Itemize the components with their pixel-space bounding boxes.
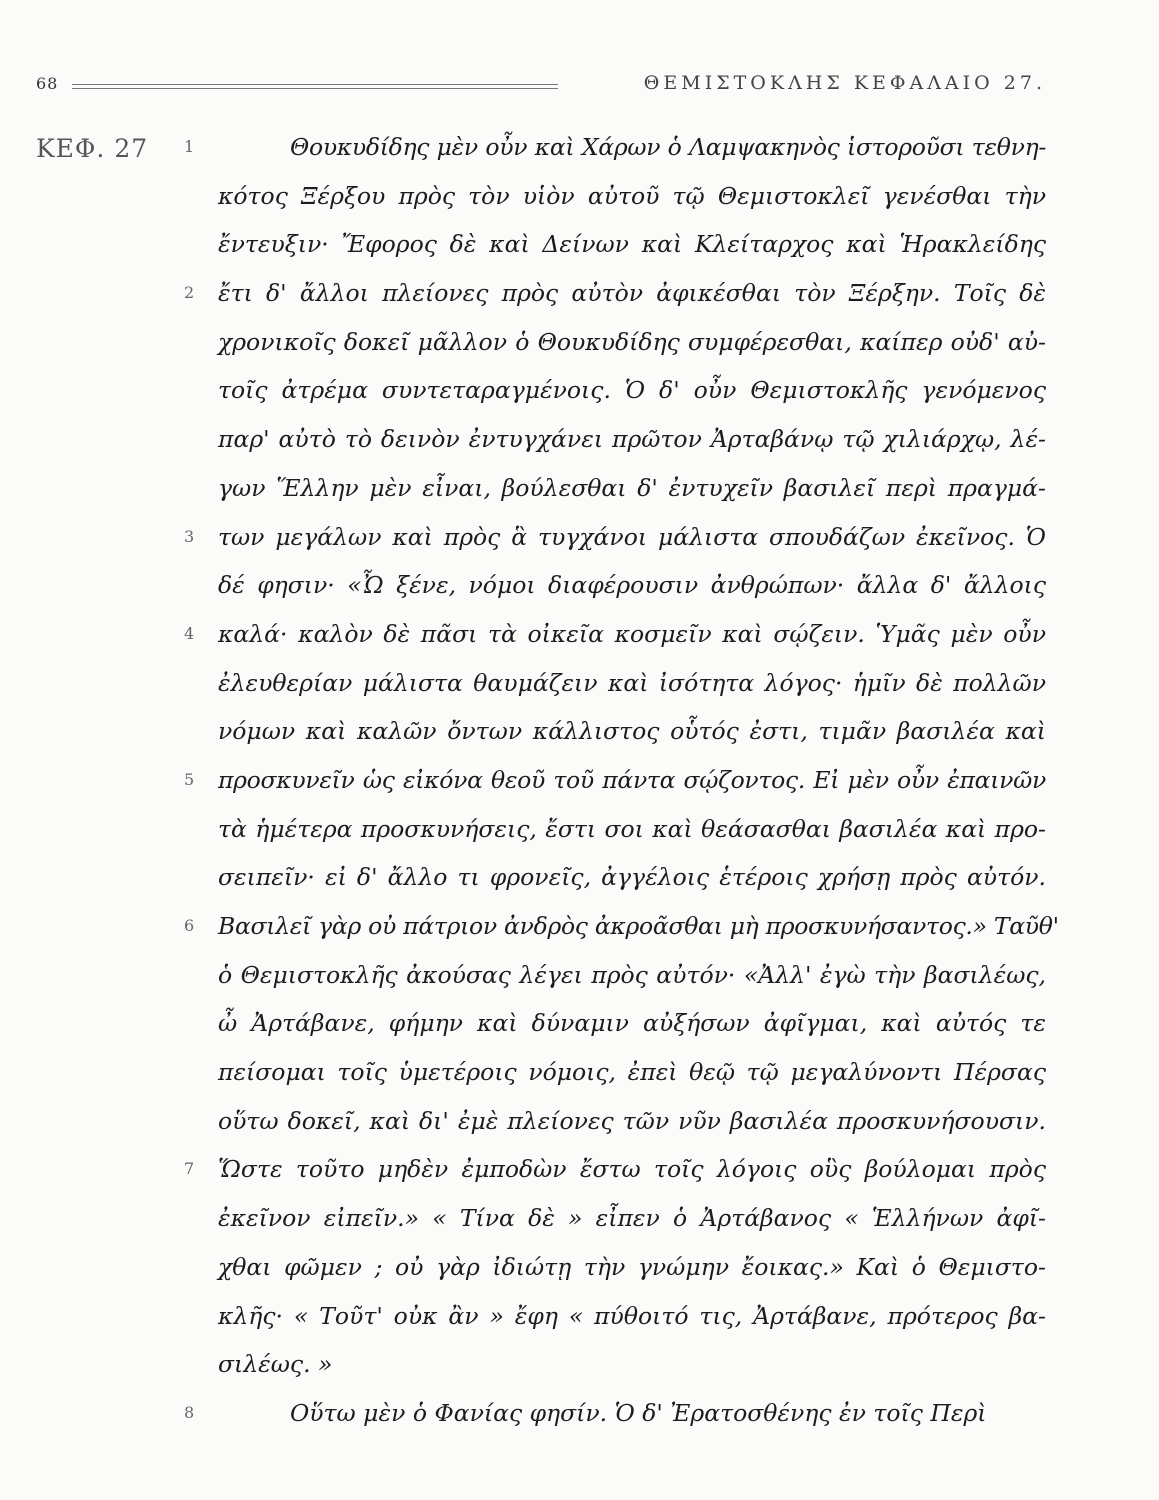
text-line: [218, 318, 1046, 367]
text-line: [218, 172, 1046, 221]
line-text: δέ φησιν· «Ὦ ξένε, νόμοι διαφέρουσιν ἀνθρώπων· ἄλλα δ' ἄλλοις: [218, 571, 1046, 600]
line-text: σειπεῖν· εἰ δ' ἄλλο τι φρονεῖς, ἀγγέλοις ἑτέροις χρήσῃ πρὸς αὐτόν.: [218, 863, 1046, 892]
line-text: ὁ Θεμιστοκλῆς ἀκούσας λέγει πρὸς αὐτόν· «Ἀλλ' ἐγὼ τὴν βασιλέως,: [218, 960, 1046, 989]
line-text: τοῖς ἀτρέμα συντεταραγμένοις. Ὁ δ' οὖν Θεμιστοκλῆς γενόμενος: [218, 376, 1046, 405]
text-line: [218, 415, 1046, 464]
text-line: [218, 707, 1046, 756]
text-line: [218, 1097, 1046, 1146]
running-title: ΘΕΜΙΣΤΟΚΛΗΣ ΚΕΦΑΛΑΙΟ 27.: [643, 72, 1046, 94]
line-text: ὦ Ἀρτάβανε, φήμην καὶ δύναμιν αὐξήσων ἀφῖγμαι, καὶ αὐτός τε: [218, 1009, 1046, 1038]
line-text: ἐκεῖνον εἰπεῖν.» « Τίνα δὲ » εἶπεν ὁ Ἀρτάβανος « Ἑλλήνων ἀφῖ-: [218, 1204, 1046, 1233]
line-text: κλῆς· « Τοῦτ' οὐκ ἂν » ἔφη « πύθοιτό τις, Ἀρτάβανε, πρότερος βα-: [218, 1301, 1046, 1330]
section-number: 2: [184, 283, 195, 303]
text-line: [218, 561, 1046, 610]
line-text: οὕτω δοκεῖ, καὶ δι' ἐμὲ πλείονες τῶν νῦν βασιλέα προσκυνήσουσιν.: [218, 1106, 1046, 1135]
section-number: 4: [184, 623, 195, 643]
text-line: [218, 659, 1046, 708]
line-text: ἔτι δ' ἄλλοι πλείονες πρὸς αὐτὸν ἀφικέσθαι τὸν Ξέρξην. Τοῖς δὲ: [218, 279, 1046, 308]
section-number: 3: [184, 526, 195, 546]
text-line: [218, 999, 1046, 1048]
page-number: 68: [36, 74, 59, 93]
line-text: Οὕτω μὲν ὁ Φανίας φησίν. Ὁ δ' Ἐρατοσθένης ἐν τοῖς Περὶ: [290, 1398, 987, 1427]
line-text: σιλέως. »: [218, 1350, 333, 1379]
text-line: [218, 366, 1046, 415]
text-line: [218, 1292, 1046, 1341]
line-text: γων Ἕλλην μὲν εἶναι, βούλεσθαι δ' ἐντυχεῖν βασιλεῖ περὶ πραγμά-: [218, 473, 1046, 502]
text-line: [218, 220, 1046, 269]
section-number: 1: [184, 137, 194, 156]
text-line: [218, 464, 1046, 513]
text-line: [218, 1243, 1046, 1292]
section-number: 8: [184, 1402, 195, 1422]
text-line: [218, 805, 1046, 854]
line-text: πείσομαι τοῖς ὑμετέροις νόμοις, ἐπεὶ θεῷ τῷ μεγαλύνοντι Πέρσας: [218, 1058, 1046, 1087]
section-number: 5: [184, 769, 194, 789]
text-line: [184, 123, 1046, 172]
chapter-label: ΚΕΦ. 27: [36, 134, 149, 163]
line-text: χρονικοῖς δοκεῖ μᾶλλον ὁ Θουκυδίδης συμφέρεσθαι, καίπερ οὐδ' αὐ-: [218, 327, 1046, 356]
text-line: [184, 1145, 1046, 1194]
text-line: [218, 1340, 1046, 1389]
text-line: [218, 853, 1046, 902]
text-line: [184, 513, 1046, 562]
page-header: [36, 74, 1046, 102]
line-text: παρ' αὐτὸ τὸ δεινὸν ἐντυγχάνει πρῶτον Ἀρταβάνῳ τῷ χιλιάρχῳ, λέ-: [218, 425, 1046, 454]
line-text: Βασιλεῖ γὰρ οὐ πάτριον ἀνδρὸς ἀκροᾶσθαι μὴ προσκυνήσαντος.» Ταῦθ': [218, 912, 1059, 940]
line-text: νόμων καὶ καλῶν ὄντων κάλλιστος οὗτός ἐστι, τιμᾶν βασιλέα καὶ: [218, 717, 1046, 746]
line-text: ἔντευξιν· Ἔφορος δὲ καὶ Δείνων καὶ Κλείταρχος καὶ Ἡρακλείδης: [218, 230, 1046, 259]
line-text: τὰ ἡμέτερα προσκυνήσεις, ἔστι σοι καὶ θεάσασθαι βασιλέα καὶ προ-: [218, 814, 1046, 843]
line-text: κότος Ξέρξου πρὸς τὸν υἱὸν αὐτοῦ τῷ Θεμιστοκλεῖ γενέσθαι τὴν: [218, 181, 1046, 210]
header-rule: [72, 84, 558, 89]
text-line: [184, 902, 1059, 951]
text-line: [218, 1048, 1046, 1097]
text-line: [184, 1389, 1046, 1438]
line-text: Θουκυδίδης μὲν οὖν καὶ Χάρων ὁ Λαμψακηνὸς ἱστοροῦσι τεθνη-: [290, 133, 1046, 161]
body-text: [184, 123, 1059, 1438]
line-text: των μεγάλων καὶ πρὸς ἃ τυγχάνοι μάλιστα σπουδάζων ἐκεῖνος. Ὁ: [218, 522, 1046, 551]
section-number: 6: [184, 916, 194, 935]
text-line: [184, 610, 1046, 659]
section-number: 7: [184, 1159, 195, 1179]
line-text: καλά· καλὸν δὲ πᾶσι τὰ οἰκεῖα κοσμεῖν καὶ σῴζειν. Ὑμᾶς μὲν οὖν: [218, 619, 1046, 648]
text-line: [218, 951, 1046, 1000]
line-text: Ὥστε τοῦτο μηδὲν ἐμποδὼν ἔστω τοῖς λόγοις οὓς βούλομαι πρὸς: [218, 1155, 1046, 1184]
text-line: [218, 1194, 1046, 1243]
line-text: χθαι φῶμεν ; οὐ γὰρ ἰδιώτῃ τὴν γνώμην ἔοικας.» Καὶ ὁ Θεμιστο-: [218, 1252, 1046, 1281]
line-text: προσκυνεῖν ὡς εἰκόνα θεοῦ τοῦ πάντα σῴζοντος. Εἰ μὲν οὖν ἐπαινῶν: [218, 765, 1046, 794]
line-text: ἐλευθερίαν μάλιστα θαυμάζειν καὶ ἰσότητα λόγος· ἡμῖν δὲ πολλῶν: [218, 668, 1046, 697]
text-line: [184, 269, 1046, 318]
text-line: [184, 756, 1046, 805]
